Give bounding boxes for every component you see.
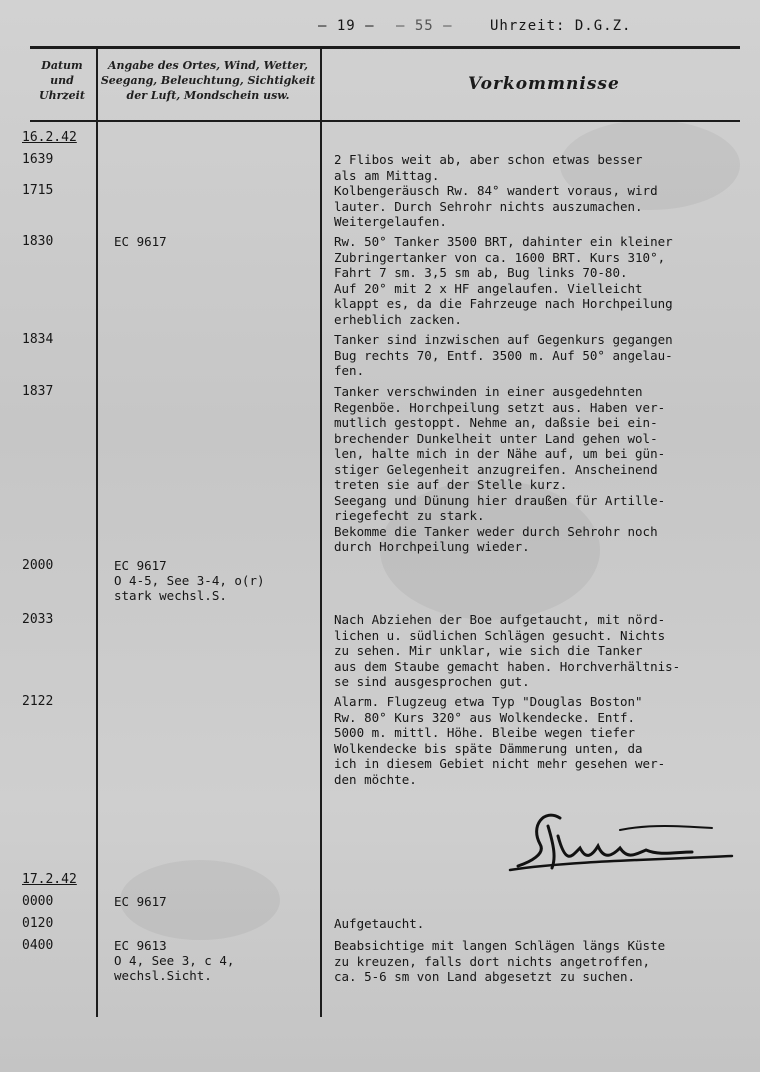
time-cell: 0400	[22, 938, 54, 953]
event-text: Tanker sind inzwischen auf Gegenkurs gegangen Bug rechts 70, Entf. 3500 m. Auf 50° angelau- fen.	[334, 332, 673, 378]
time-cell: 1830	[22, 234, 54, 249]
column-header-location: Angabe des Ortes, Wind, Wetter, Seegang, Beleuchtung, Sichtigkeit der Luft, Mondschein usw.	[100, 59, 316, 102]
table-top-rule	[30, 46, 740, 49]
table-header-rule	[30, 120, 740, 122]
column-divider	[96, 47, 98, 1017]
location-cell: EC 9617 O 4-5, See 3-4, o(r) stark wechsl.S.	[114, 558, 265, 603]
page-number: – 19 –	[318, 18, 375, 34]
time-cell: 1837	[22, 384, 54, 399]
time-cell: 2122	[22, 694, 54, 709]
location-cell: EC 9617	[114, 894, 167, 909]
event-text: Nach Abziehen der Boe aufgetaucht, mit nörd- lichen u. südlichen Schlägen gesucht. Nichts zu sehen. Mir unklar, wie sich die Tanker aus dem Staube gemacht haben. Horchverhältnis- se sind ausgesprochen gut.	[334, 612, 681, 689]
event-text: 2 Flibos weit ab, aber schon etwas besser als am Mittag.	[334, 152, 643, 183]
event-text: Aufgetaucht.	[334, 916, 425, 931]
time-zone-label: Uhrzeit: D.G.Z.	[490, 18, 632, 34]
time-cell: 2000	[22, 558, 54, 573]
location-cell: EC 9617	[114, 234, 167, 249]
location-cell: EC 9613 O 4, See 3, c 4, wechsl.Sicht.	[114, 938, 235, 983]
time-cell: 0000	[22, 894, 54, 909]
event-text: Kolbengeräusch Rw. 84° wandert voraus, wird lauter. Durch Sehrohr nichts auszumachen. Weitergelaufen.	[334, 183, 658, 229]
event-text: Rw. 50° Tanker 3500 BRT, dahinter ein kleiner Zubringertanker von ca. 1600 BRT. Kurs 310°, Fahrt 7 sm. 3,5 sm ab, Bug links 70-80. Auf 20° mit 2 x HF angelaufen. Vielleicht klappt es, da die Fahrzeuge nach Horchpeilung erheblich zacken.	[334, 234, 673, 327]
column-divider	[320, 47, 322, 1017]
column-header-events: Vorkommnisse	[468, 74, 620, 94]
event-text: Tanker verschwinden in einer ausgedehnten Regenböe. Horchpeilung setzt aus. Haben ver- mutlich gestoppt. Nehme an, daßsie bei ein- brechender Dunkelheit unter Land gehen wol- len, halte mich in der Nähe auf, um bei gün- stiger Gelegenheit anzugreifen. Anscheinend treten sie auf der Stelle kurz. Seegang und Dünung hier draußen für Artille- riegefecht zu stark. Bekomme die Tanker weder durch Sehrohr noch durch Horchpeilung wieder.	[334, 384, 666, 554]
signature	[500, 796, 740, 876]
page-number-alt: – 55 –	[396, 18, 453, 34]
event-text: Beabsichtige mit langen Schlägen längs Küste zu kreuzen, falls dort nichts angetroffen, ca. 5-6 sm von Land abgesetzt zu suchen.	[334, 938, 666, 984]
time-cell: 0120	[22, 916, 54, 931]
time-cell: 2033	[22, 612, 54, 627]
time-cell: 1834	[22, 332, 54, 347]
date-cell: 17.2.42	[22, 872, 77, 887]
event-text: Alarm. Flugzeug etwa Typ "Douglas Boston" Rw. 80° Kurs 320° aus Wolkendecke. Entf. 5000 m. mittl. Höhe. Bleibe wegen tiefer Wolkendecke bis späte Dämmerung unten, da ich in diesem Gebiet nicht mehr gesehen wer- den möchte.	[334, 694, 666, 787]
time-cell: 1715	[22, 183, 54, 198]
time-cell: 1639	[22, 152, 54, 167]
date-cell: 16.2.42	[22, 130, 77, 145]
column-header-date-time: Datum und Uhrzeit	[39, 59, 85, 102]
